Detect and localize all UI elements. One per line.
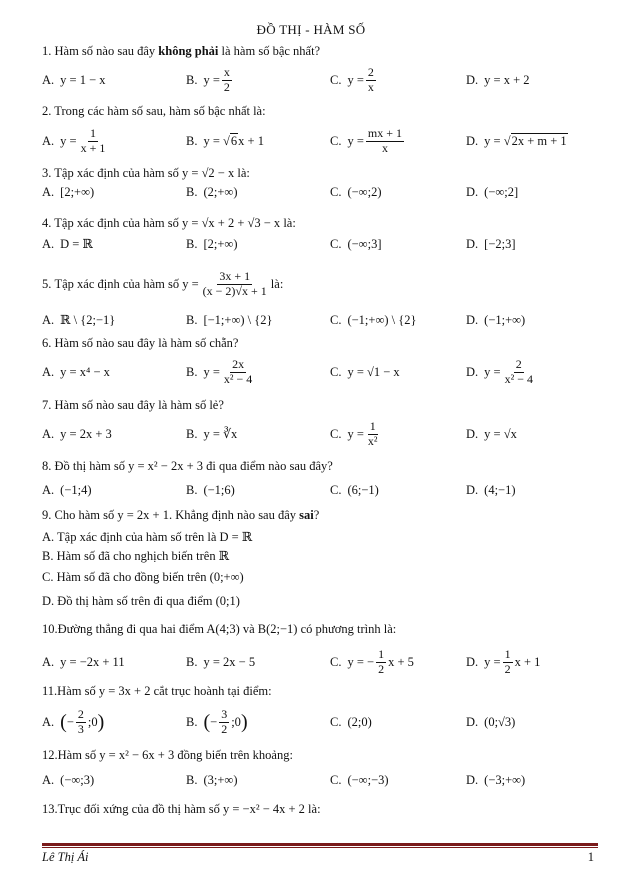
question-text: . Khẳng định nào sau đây bbox=[168, 508, 297, 522]
question-text: là hàm số bậc nhất? bbox=[218, 44, 321, 58]
question-math: y = √2 − x bbox=[182, 166, 235, 180]
option-d[interactable] bbox=[466, 232, 516, 256]
option-value: x + 1 bbox=[238, 133, 264, 148]
page-number: 1 bbox=[587, 850, 594, 864]
option-a[interactable] bbox=[42, 642, 125, 682]
option-label: C. bbox=[330, 133, 342, 148]
option-value: y = − bbox=[347, 654, 375, 669]
option-value: y = bbox=[60, 133, 77, 148]
option-value: y = √ bbox=[203, 133, 230, 148]
fraction-denominator: x bbox=[367, 79, 374, 94]
options-row bbox=[0, 232, 622, 256]
fraction bbox=[366, 127, 404, 154]
footer-divider bbox=[42, 847, 598, 848]
option-label: C. bbox=[330, 714, 342, 729]
option-value: (−1;4) bbox=[60, 482, 92, 497]
question-number: 4. bbox=[42, 216, 52, 230]
option-a[interactable] bbox=[42, 121, 109, 161]
option-c[interactable] bbox=[330, 642, 414, 682]
option-a[interactable] bbox=[42, 232, 93, 256]
question-text: Hàm số nào sau đây là hàm số chẵn? bbox=[54, 336, 239, 350]
question-1 bbox=[42, 44, 320, 59]
option-value: [−1;+∞) \ {2} bbox=[203, 312, 273, 327]
fraction-numerator: 1 bbox=[504, 647, 511, 662]
option-label: C. bbox=[330, 236, 342, 251]
option-a[interactable] bbox=[42, 478, 92, 502]
question-number: 2. bbox=[42, 104, 52, 118]
option-d[interactable] bbox=[466, 642, 540, 682]
option-c[interactable]: C. y = $\frac{1}{\text{x²}}$ bbox=[330, 419, 378, 448]
option-value: y = ∛x bbox=[203, 427, 238, 441]
option-label: A. bbox=[42, 184, 55, 199]
fraction bbox=[366, 420, 380, 447]
option-value: y = −2x + 11 bbox=[60, 654, 125, 669]
option-b[interactable] bbox=[186, 121, 264, 161]
option-label: B. bbox=[186, 72, 198, 87]
fraction-denominator: 2 bbox=[504, 661, 511, 676]
options-row bbox=[0, 308, 622, 332]
radicand: 6 bbox=[230, 134, 238, 148]
option-value: D = ℝ bbox=[60, 237, 93, 251]
fraction bbox=[376, 648, 386, 675]
option-c[interactable] bbox=[330, 121, 406, 161]
fraction-numerator: 1 bbox=[369, 419, 376, 434]
option-value: y = x⁴ − x bbox=[60, 364, 110, 379]
question-emphasis: không phải bbox=[158, 44, 219, 58]
fraction bbox=[201, 270, 269, 297]
option-b[interactable]: B. ( − $\frac{3}{2}$ ;0 ) bbox=[186, 707, 248, 736]
option-d[interactable] bbox=[466, 60, 530, 100]
option-label: C. bbox=[330, 426, 342, 441]
option-a[interactable]: A. ( − $\frac{2}{3}$ ;0 ) bbox=[42, 707, 105, 736]
fraction-denominator: 2 bbox=[378, 661, 385, 676]
option-value: y = bbox=[484, 654, 501, 669]
option-label: D. bbox=[466, 236, 479, 251]
options-row bbox=[0, 180, 622, 204]
option-b[interactable] bbox=[186, 414, 237, 454]
option-label: D. bbox=[466, 312, 479, 327]
fraction-denominator: x² − 4 bbox=[504, 371, 533, 386]
question-9: 9. Cho hàm số y = 2x + 1. Khẳng định nào sau đây sai? bbox=[42, 508, 320, 522]
option-b[interactable] bbox=[186, 180, 237, 204]
fraction bbox=[219, 708, 229, 735]
option-label: A. bbox=[42, 72, 55, 87]
option-c[interactable] bbox=[330, 702, 372, 742]
question-4 bbox=[42, 216, 296, 231]
option-label: C. bbox=[330, 364, 342, 379]
option-label: B. bbox=[186, 312, 198, 327]
option-value: y = bbox=[203, 72, 220, 87]
option-label: B. bbox=[186, 654, 198, 669]
question-text: là: bbox=[237, 166, 250, 180]
question-text: Đồ thị hàm số bbox=[54, 459, 125, 473]
question-text: Tập xác định của hàm số bbox=[54, 166, 179, 180]
fraction bbox=[79, 127, 108, 154]
options-row bbox=[0, 121, 622, 161]
fraction-denominator: 2 bbox=[221, 721, 228, 736]
fraction-numerator: 3x + 1 bbox=[219, 269, 251, 284]
option-label: A. bbox=[42, 714, 55, 729]
option-value: (0;√3) bbox=[484, 714, 516, 729]
option-value: [2;+∞) bbox=[203, 236, 238, 251]
option-a[interactable] bbox=[42, 768, 94, 792]
option-label: A. bbox=[42, 236, 55, 251]
option-value: (−∞;3] bbox=[347, 236, 382, 251]
fraction-denominator: x bbox=[381, 140, 388, 155]
option-b[interactable]: B. y = $\frac{2x}{\text{x² − 4}}$ bbox=[186, 357, 253, 386]
option-label: A. bbox=[42, 312, 55, 327]
option-c[interactable] bbox=[330, 478, 379, 502]
option-label: A. bbox=[42, 654, 55, 669]
question-number: 13. bbox=[42, 802, 58, 816]
fraction-numerator: 2x bbox=[232, 357, 245, 372]
option-label: B. bbox=[186, 772, 198, 787]
option-d[interactable]: D. y = $\frac{2}{\text{x² − 4}}$ bbox=[466, 357, 533, 386]
option-value: y = 2x − 5 bbox=[203, 654, 256, 669]
option-value: y = √ bbox=[484, 133, 511, 148]
question-emphasis: sai bbox=[299, 508, 314, 522]
option-label: C. bbox=[330, 184, 342, 199]
question-number: 11. bbox=[42, 684, 58, 698]
option-label: D. bbox=[466, 72, 479, 87]
options-row bbox=[0, 642, 622, 682]
question-math: y = −x² − 4x + 2 bbox=[222, 802, 305, 816]
fraction-numerator: 3 bbox=[221, 707, 228, 722]
option-c[interactable] bbox=[330, 60, 378, 100]
question-3 bbox=[42, 166, 250, 181]
options-row bbox=[0, 60, 622, 100]
option-a[interactable] bbox=[42, 180, 94, 204]
question-2 bbox=[42, 104, 266, 119]
option-label: A. bbox=[42, 426, 55, 441]
question-8 bbox=[42, 459, 333, 474]
question-text: Tập xác định của hàm số bbox=[54, 276, 180, 291]
option-label: B. bbox=[186, 714, 198, 729]
options-row bbox=[0, 768, 622, 792]
question-text: đi qua điểm nào sau đây? bbox=[206, 459, 333, 473]
question-text: là: bbox=[283, 216, 296, 230]
fraction-denominator: 2 bbox=[223, 79, 230, 94]
question-math: y = 2x + 1 bbox=[117, 508, 169, 522]
question-13 bbox=[42, 802, 321, 817]
statement-b[interactable]: B. Hàm số đã cho nghịch biến trên ℝ bbox=[42, 549, 230, 563]
fraction-denominator: x² − 4 bbox=[223, 371, 253, 386]
option-value: y = bbox=[347, 133, 364, 148]
option-c[interactable] bbox=[330, 232, 381, 256]
fraction-denominator: 3 bbox=[77, 721, 84, 736]
option-label: B. bbox=[186, 364, 198, 379]
question-text: đồng biến trên khoảng: bbox=[177, 748, 293, 762]
fraction-denominator: x + 1 bbox=[80, 140, 106, 155]
option-label: B. bbox=[186, 184, 198, 199]
option-label: D. bbox=[466, 426, 479, 441]
question-number: 12. bbox=[42, 748, 58, 762]
option-value: (−1;+∞) bbox=[484, 312, 526, 327]
option-value: y = √x bbox=[484, 426, 517, 441]
question-text: Hàm số nào sau đây là hàm số lẻ? bbox=[54, 398, 224, 412]
question-text: Tập xác định của hàm số bbox=[54, 216, 179, 230]
option-value: y = 2x + 3 bbox=[60, 426, 112, 441]
option-value: (−3;+∞) bbox=[484, 772, 526, 787]
statement-d[interactable]: D. Đồ thị hàm số trên đi qua điểm (0;1) bbox=[42, 594, 240, 608]
question-number: 9. bbox=[42, 508, 52, 522]
fraction-numerator: 2 bbox=[515, 357, 522, 372]
option-d[interactable] bbox=[466, 478, 516, 502]
option-a[interactable] bbox=[42, 60, 106, 100]
question-number: 8. bbox=[42, 459, 52, 473]
option-value: (2;0) bbox=[347, 714, 372, 729]
option-c[interactable] bbox=[330, 180, 381, 204]
fraction bbox=[366, 66, 376, 93]
option-value: y = x + 2 bbox=[484, 72, 530, 87]
question-6 bbox=[42, 336, 238, 351]
question-text: cắt trục hoành tại điểm: bbox=[153, 684, 272, 698]
question-text: Hàm số bbox=[57, 748, 97, 762]
radicand: 2x + m + 1 bbox=[511, 134, 567, 148]
option-b[interactable] bbox=[186, 768, 237, 792]
option-b[interactable] bbox=[186, 232, 237, 256]
option-label: B. bbox=[186, 236, 198, 251]
options-row bbox=[0, 352, 622, 392]
option-value: (6;−1) bbox=[347, 482, 379, 497]
option-label: D. bbox=[466, 772, 479, 787]
statement-c[interactable]: C. Hàm số đã cho đồng biến trên (0;+∞) bbox=[42, 570, 244, 584]
option-value: (2;+∞) bbox=[203, 184, 238, 199]
options-row bbox=[0, 702, 622, 742]
option-label: A. bbox=[42, 133, 55, 148]
option-a[interactable] bbox=[42, 308, 115, 332]
fraction bbox=[503, 648, 513, 675]
fraction-numerator: 2 bbox=[77, 707, 84, 722]
option-value: (−∞;2) bbox=[347, 184, 382, 199]
option-value: [−2;3] bbox=[484, 236, 516, 251]
option-a[interactable] bbox=[42, 414, 112, 454]
option-label: C. bbox=[330, 772, 342, 787]
option-d[interactable] bbox=[466, 180, 518, 204]
option-d[interactable] bbox=[466, 768, 525, 792]
fraction bbox=[222, 358, 254, 385]
option-b[interactable] bbox=[186, 642, 255, 682]
option-d[interactable] bbox=[466, 308, 525, 332]
fraction bbox=[503, 358, 535, 385]
fraction-numerator: 1 bbox=[378, 647, 385, 662]
question-number: 10. bbox=[42, 622, 58, 636]
question-text: Trong các hàm số sau, hàm số bậc nhất là: bbox=[54, 104, 266, 118]
option-b[interactable] bbox=[186, 308, 273, 332]
question-text: là: bbox=[308, 802, 321, 816]
question-11 bbox=[42, 684, 272, 699]
option-value: (−∞;3) bbox=[60, 772, 95, 787]
option-a[interactable] bbox=[42, 352, 110, 392]
option-b[interactable] bbox=[186, 478, 235, 502]
fraction-numerator: mx + 1 bbox=[367, 126, 403, 141]
option-c[interactable] bbox=[330, 768, 389, 792]
option-label: A. bbox=[42, 364, 55, 379]
option-c[interactable] bbox=[330, 308, 417, 332]
question-text: Trục đối xứng của đồ thị hàm số bbox=[57, 802, 220, 816]
option-label: D. bbox=[466, 482, 479, 497]
question-text: Cho hàm số bbox=[54, 508, 115, 522]
option-label: B. bbox=[186, 133, 198, 148]
option-label: B. bbox=[186, 482, 198, 497]
page-title: ĐỒ THỊ - HÀM SỐ bbox=[256, 22, 366, 37]
option-label: C. bbox=[330, 312, 342, 327]
option-value: (3;+∞) bbox=[203, 772, 238, 787]
option-value: y = 1 − x bbox=[60, 72, 106, 87]
question-text: Hàm số bbox=[57, 684, 96, 698]
question-number: 6. bbox=[42, 336, 52, 350]
question-math: y = x² − 2x + 3 bbox=[128, 459, 204, 473]
option-d[interactable] bbox=[466, 702, 515, 742]
question-7 bbox=[42, 398, 224, 413]
option-label: A. bbox=[42, 772, 55, 787]
option-label: D. bbox=[466, 654, 479, 669]
option-value: (4;−1) bbox=[484, 482, 516, 497]
fraction-numerator: 2 bbox=[367, 65, 374, 80]
option-b[interactable] bbox=[186, 60, 234, 100]
option-label: D. bbox=[466, 184, 479, 199]
option-value: y = bbox=[347, 72, 364, 87]
question-math: y = 3x + 2 bbox=[98, 684, 151, 698]
statement-a[interactable]: A. Tập xác định của hàm số trên là D = ℝ bbox=[42, 530, 253, 544]
option-label: D. bbox=[466, 364, 479, 379]
question-text: Đường thẳng đi qua hai điểm A(4;3) và B(2;−1) có phương trình là: bbox=[57, 622, 397, 636]
option-d[interactable] bbox=[466, 414, 517, 454]
fraction-denominator: (x − 2)√x + 1 bbox=[202, 283, 267, 298]
options-row bbox=[0, 478, 622, 502]
option-label: C. bbox=[330, 654, 342, 669]
option-value: (−∞;2] bbox=[484, 184, 519, 199]
question-5: 5. Tập xác định của hàm số y = $\frac{3x + 1}{(x - 2)√x + 1}$ là: bbox=[42, 269, 284, 298]
option-label: D. bbox=[466, 133, 479, 148]
option-label: D. bbox=[466, 714, 479, 729]
option-value: (−1;+∞) \ {2} bbox=[347, 312, 417, 327]
question-math: y = x² − 6x + 3 bbox=[99, 748, 175, 762]
option-value: x + 5 bbox=[388, 654, 414, 669]
footer-author: Lê Thị Ái bbox=[42, 850, 89, 864]
option-value: ℝ \ {2;−1} bbox=[60, 313, 116, 327]
footer-divider bbox=[42, 843, 598, 846]
option-label: A. bbox=[42, 482, 55, 497]
option-value: (−1;6) bbox=[203, 482, 235, 497]
fraction-numerator: x bbox=[223, 65, 230, 80]
question-number: 1. bbox=[42, 44, 52, 58]
question-number: 7. bbox=[42, 398, 52, 412]
question-12 bbox=[42, 748, 293, 763]
fraction-denominator: x² bbox=[367, 433, 378, 448]
option-label: C. bbox=[330, 482, 342, 497]
options-row bbox=[0, 414, 622, 454]
option-value: (−∞;−3) bbox=[347, 772, 389, 787]
question-10 bbox=[42, 622, 396, 637]
question-math: y = √x + 2 + √3 − x bbox=[182, 216, 281, 230]
option-value: [2;+∞) bbox=[60, 184, 95, 199]
option-value: x + 1 bbox=[514, 654, 541, 669]
fraction-numerator: 1 bbox=[89, 126, 96, 141]
fraction bbox=[76, 708, 86, 735]
option-value: y = √1 − x bbox=[347, 364, 400, 379]
option-c[interactable] bbox=[330, 352, 400, 392]
option-d[interactable] bbox=[466, 121, 568, 161]
fraction bbox=[222, 66, 232, 93]
option-label: C. bbox=[330, 72, 342, 87]
question-number: 5. bbox=[42, 276, 52, 291]
question-number: 3. bbox=[42, 166, 52, 180]
option-label: B. bbox=[186, 426, 198, 441]
question-text: là: bbox=[270, 276, 284, 291]
question-text: Hàm số nào sau đây bbox=[54, 44, 159, 58]
